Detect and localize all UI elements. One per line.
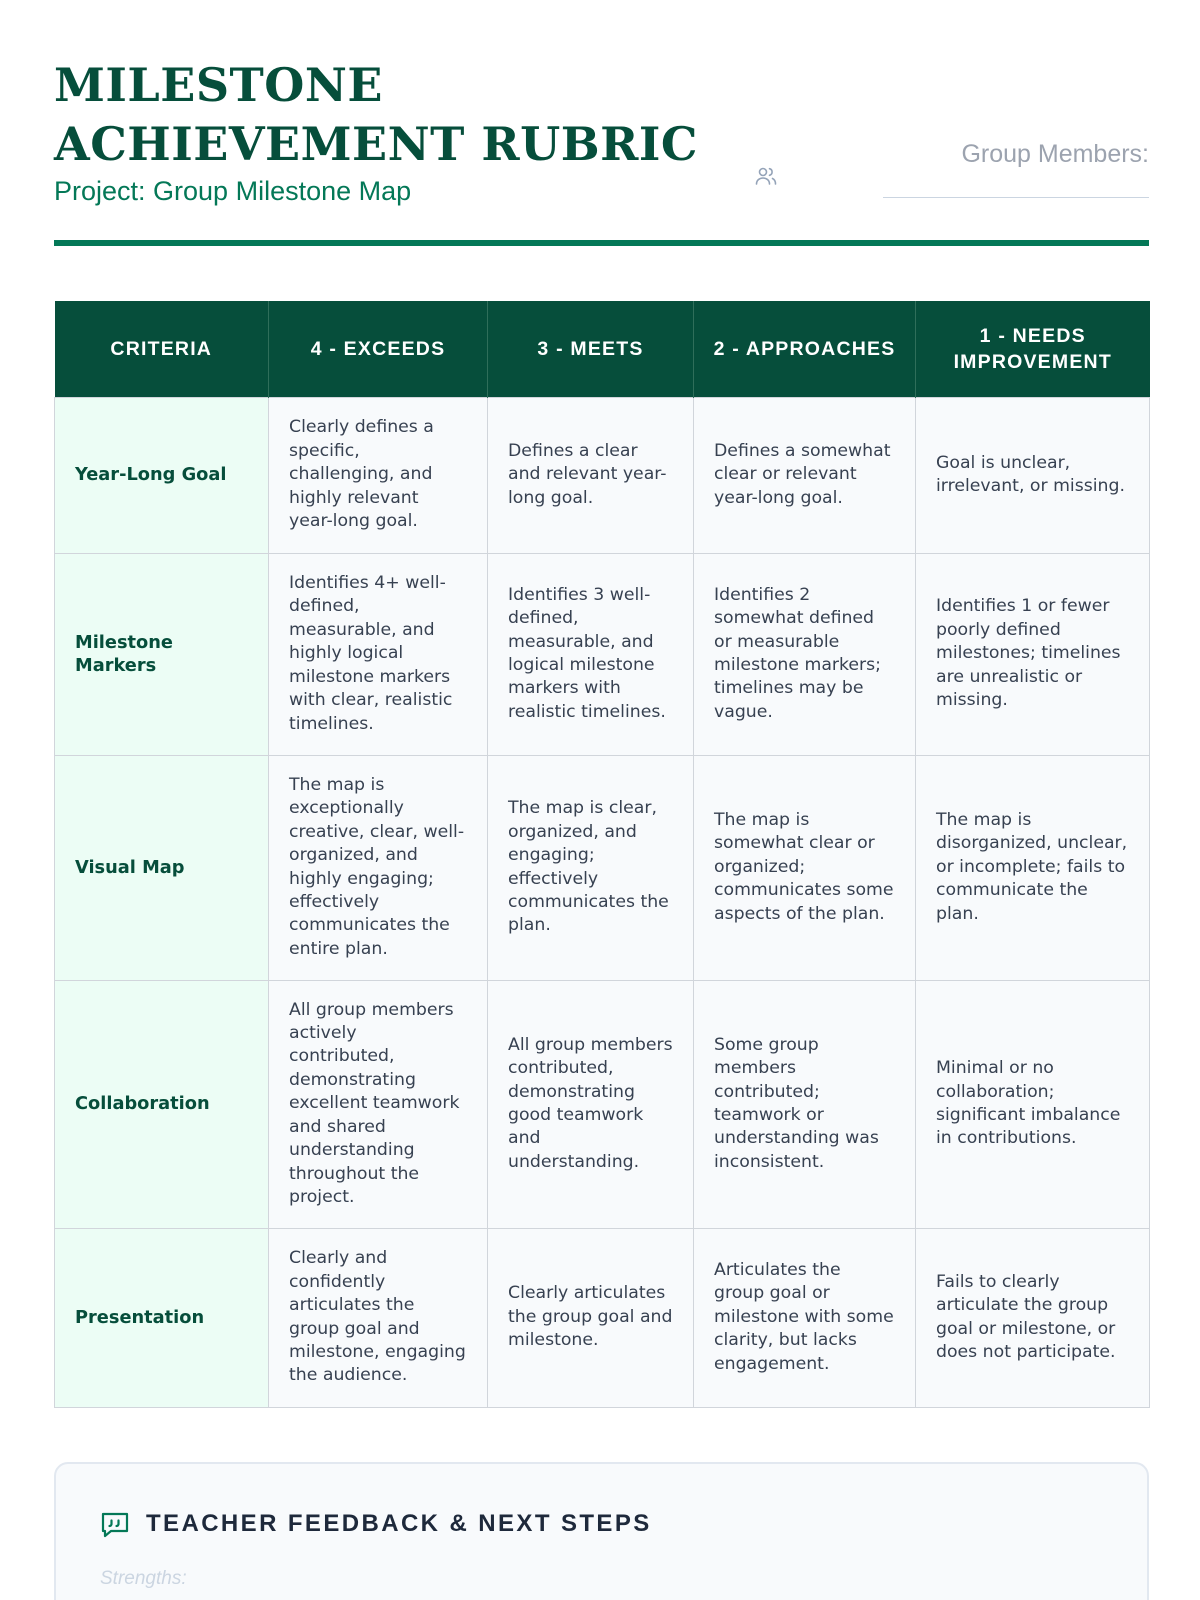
rubric-cell: Defines a clear and relevant year-long goal. (488, 397, 694, 553)
project-subtitle: Project: Group Milestone Map (54, 176, 412, 206)
rubric-cell: Clearly articulates the group goal and milestone. (488, 1228, 694, 1407)
rubric-cell: Clearly and confidently articulates the group goal and milestone, engaging the audience. (269, 1228, 488, 1407)
group-members-label: Group Members: (961, 140, 1149, 168)
criterion-label: Presentation (55, 1228, 269, 1407)
rubric-cell: Identifies 4+ well-defined, measurable, and highly logical milestone markers with clear, realistic timelines. (269, 553, 488, 755)
rubric-cell: The map is exceptionally creative, clear, well-organized, and highly engaging; effectively communicates the entire plan. (269, 755, 488, 980)
rubric-cell: Identifies 2 somewhat defined or measurable milestone markers; timelines may be vague. (694, 553, 916, 755)
rubric-cell: Identifies 1 or fewer poorly defined milestones; timelines are unrealistic or missing. (916, 553, 1150, 755)
criterion-label: Visual Map (55, 755, 269, 980)
rubric-cell: Clearly defines a specific, challenging, and highly relevant year-long goal. (269, 397, 488, 553)
table-row (55, 980, 1150, 1228)
column-header-approaches: 2 - APPROACHES (694, 301, 916, 397)
rubric-cell: Identifies 3 well-defined, measurable, and logical milestone markers with realistic timelines. (488, 553, 694, 755)
rubric-cell: Minimal or no collaboration; significant imbalance in contributions. (916, 980, 1150, 1228)
teacher-feedback-panel (54, 1462, 1149, 1600)
table-row (55, 553, 1150, 755)
group-members-field[interactable] (883, 197, 1149, 198)
rubric-cell: The map is disorganized, unclear, or incomplete; fails to communicate the plan. (916, 755, 1150, 980)
column-header-exceeds: 4 - EXCEEDS (269, 301, 488, 397)
header-divider (54, 240, 1149, 246)
rubric-cell: Defines a somewhat clear or relevant year-long goal. (694, 397, 916, 553)
users-icon (754, 164, 778, 188)
rubric-cell: All group members contributed, demonstrating good teamwork and understanding. (488, 980, 694, 1228)
strengths-field[interactable]: Strengths: (100, 1568, 187, 1589)
criterion-label: Year-Long Goal (55, 397, 269, 553)
rubric-table (54, 301, 1150, 1408)
rubric-cell: The map is somewhat clear or organized; communicates some aspects of the plan. (694, 755, 916, 980)
rubric-cell: Some group members contributed; teamwork or understanding was inconsistent. (694, 980, 916, 1228)
column-header-criteria: CRITERIA (55, 301, 269, 397)
feedback-quote-icon (99, 1509, 131, 1541)
document-header (54, 56, 1149, 216)
rubric-cell: Articulates the group goal or milestone with some clarity, but lacks engagement. (694, 1228, 916, 1407)
table-row (55, 397, 1150, 553)
criterion-label: Collaboration (55, 980, 269, 1228)
criterion-label: Milestone Markers (55, 553, 269, 755)
table-row (55, 755, 1150, 980)
table-row (55, 1228, 1150, 1407)
page-title: MILESTONE ACHIEVEMENT RUBRIC (54, 58, 698, 171)
feedback-title: TEACHER FEEDBACK & NEXT STEPS (146, 1510, 652, 1537)
rubric-header-row (55, 301, 1150, 397)
column-header-meets: 3 - MEETS (488, 301, 694, 397)
rubric-cell: Fails to clearly articulate the group goal or milestone, or does not participate. (916, 1228, 1150, 1407)
rubric-cell: The map is clear, organized, and engaging; effectively communicates the plan. (488, 755, 694, 980)
column-header-needs-improvement: 1 - NEEDS IMPROVEMENT (916, 301, 1150, 397)
rubric-cell: Goal is unclear, irrelevant, or missing. (916, 397, 1150, 553)
rubric-cell: All group members actively contributed, demonstrating excellent teamwork and shared understanding throughout the project. (269, 980, 488, 1228)
